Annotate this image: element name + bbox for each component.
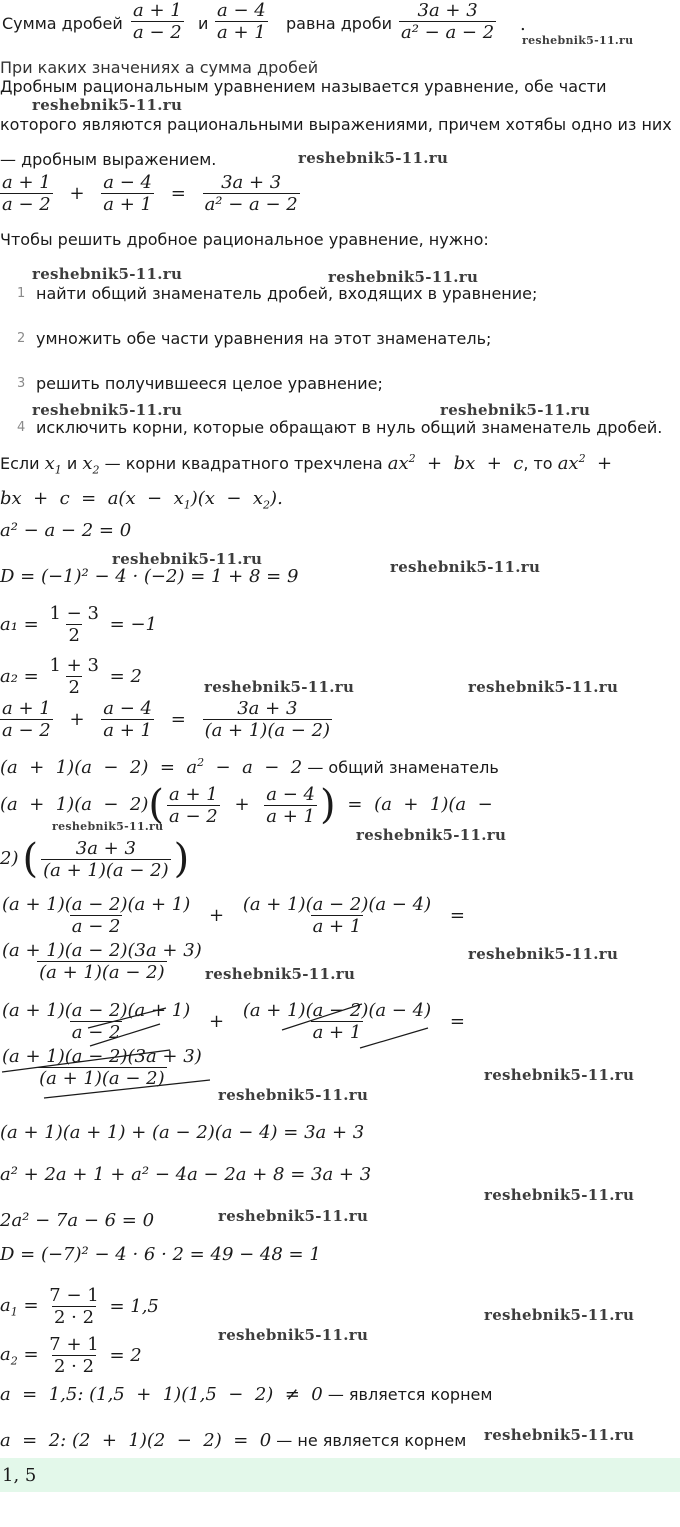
watermark: reshebnik5-11.ru xyxy=(204,678,355,696)
definition-line-1: Дробным рациональным уравнением называется уравнение, обе части xyxy=(0,77,607,96)
step-number: 2 xyxy=(17,331,26,346)
common-denominator-line: $(a + 1)(a - 2) = a^2 - a - 2$ — общий знаменатель xyxy=(0,756,499,778)
step-text: умножить обе части уравнения на этот знаменатель; xyxy=(36,329,492,348)
expanded-fractions: $\frac{(a + 1)(a - 2)(a + 1)}{a - 2}$ + $\frac{(a + 1)(a - 2)(a - 4)}{a + 1}$ = xyxy=(2,894,465,937)
step-number: 3 xyxy=(17,376,26,391)
watermark: reshebnik5-11.ru xyxy=(484,1426,635,1444)
watermark: reshebnik5-11.ru xyxy=(205,965,356,983)
vieta-line-2: bx + $c = a(x - x_1)(x - x_2)$. xyxy=(0,488,283,512)
root-b2: $a_2$ = $\frac{7 + 1}{2 \cdot 2}$ = 2 xyxy=(0,1334,142,1377)
step-number: 4 xyxy=(17,420,26,435)
watermark: reshebnik5-11.ru xyxy=(298,149,449,167)
equation-factored: $\frac{a + 1}{a - 2}$ + $\frac{a - 4}{a + 1}$ = $\frac{3a + 3}{(a + 1)(a - 2)}$ xyxy=(2,698,331,741)
expanded-rhs: $\frac{(a + 1)(a - 2)(3a + 3)}{(a + 1)(a - 2)}$ xyxy=(2,940,202,983)
watermark: reshebnik5-11.ru xyxy=(112,550,263,568)
simplified-equation: (a + 1)(a + 1) + (a − 2)(a − 4) = 3a + 3 xyxy=(0,1122,365,1143)
problem-prefix: Сумма дробей xyxy=(2,14,123,33)
watermark: reshebnik5-11.ru xyxy=(32,96,183,114)
watermark: reshebnik5-11.ru xyxy=(522,34,634,47)
problem-end: . xyxy=(520,14,526,35)
watermark: reshebnik5-11.ru xyxy=(32,401,183,419)
root-a1: a₁ = $\frac{1 - 3}{2}$ = −1 xyxy=(0,603,158,646)
definition-line-2: которого являются рациональными выражениями, причем хотябы одно из них xyxy=(0,115,672,134)
root-b1: $a_1$ = $\frac{7 - 1}{2 \cdot 2}$ = 1,5 xyxy=(0,1285,159,1328)
definition-line-3: — дробным выражением. xyxy=(0,150,217,169)
discriminant-2: D = (−7)² − 4 · 6 · 2 = 49 − 48 = 1 xyxy=(0,1244,321,1265)
step-text: найти общий знаменатель дробей, входящих в уравнение; xyxy=(36,284,538,303)
answer-box xyxy=(0,1458,680,1492)
cancelled-fractions: $\frac{(a + 1)(a - 2)(a + 1)}{a - 2}$ + $\frac{(a + 1)(a - 2)(a - 4)}{a + 1}$ = xyxy=(2,1000,465,1043)
watermark: reshebnik5-11.ru xyxy=(218,1326,369,1344)
problem-fraction-2: $\frac{a - 4}{a + 1}$ xyxy=(217,0,266,43)
multiply-line-2: 2) ( $\frac{3a + 3}{(a + 1)(a - 2)}$ ) xyxy=(0,836,190,882)
problem-conj: и xyxy=(198,14,209,33)
cancelled-rhs: $\frac{(a + 1)(a - 2)(3a + 3)}{(a + 1)(a - 2)}$ xyxy=(2,1046,202,1089)
check-root-1: a = 1,5: (1,5 + 1)(1,5 − 2) ≠ 0 — является корнем xyxy=(0,1384,493,1405)
quadratic-equation-1: a² − a − 2 = 0 xyxy=(0,520,132,541)
problem-fraction-1: $\frac{a + 1}{a - 2}$ xyxy=(133,0,182,43)
watermark: reshebnik5-11.ru xyxy=(356,826,507,844)
check-root-2: a = 2: (2 + 1)(2 − 2) = 0 — не является корнем xyxy=(0,1430,467,1451)
watermark: reshebnik5-11.ru xyxy=(32,265,183,283)
watermark: reshebnik5-11.ru xyxy=(390,558,541,576)
multiply-line-1: (a + 1)(a − 2)( $\frac{a + 1}{a - 2}$ + $\frac{a - 4}{a + 1}$ ) = (a + 1)(a − xyxy=(0,782,493,828)
problem-fraction-3: $\frac{3a + 3}{\text{a² − a − 2}}$ xyxy=(401,0,495,43)
watermark: reshebnik5-11.ru xyxy=(484,1066,635,1084)
problem-question-cut: При каких значениях a сумма дробей xyxy=(0,58,319,77)
answer-value: 1, 5 xyxy=(2,1465,37,1486)
watermark: reshebnik5-11.ru xyxy=(484,1186,635,1204)
step-text: решить получившееся целое уравнение; xyxy=(36,374,383,393)
equation-original: $\frac{a + 1}{a - 2}$ + $\frac{a - 4}{a + 1}$ = $\frac{3a + 3}{\text{a² − a − 2}}$ xyxy=(2,172,298,215)
problem-middle: равна дроби xyxy=(286,14,393,33)
root-a2: a₂ = $\frac{1 + 3}{2}$ = 2 xyxy=(0,655,142,698)
watermark: reshebnik5-11.ru xyxy=(484,1306,635,1324)
discriminant-1: D = (−1)² − 4 · (−2) = 1 + 8 = 9 xyxy=(0,566,299,587)
watermark: reshebnik5-11.ru xyxy=(440,401,591,419)
watermark: reshebnik5-11.ru xyxy=(328,268,479,286)
watermark: reshebnik5-11.ru xyxy=(468,945,619,963)
watermark: reshebnik5-11.ru xyxy=(218,1086,369,1104)
step-number: 1 xyxy=(17,286,26,301)
expanded-equation: a² + 2a + 1 + a² − 4a − 2a + 8 = 3a + 3 xyxy=(0,1164,372,1185)
steps-intro: Чтобы решить дробное рациональное уравнение, нужно: xyxy=(0,230,489,249)
watermark: reshebnik5-11.ru xyxy=(468,678,619,696)
watermark: reshebnik5-11.ru xyxy=(218,1207,369,1225)
watermark: reshebnik5-11.ru xyxy=(52,820,164,833)
quadratic-equation-2: 2a² − 7a − 6 = 0 xyxy=(0,1210,155,1231)
step-text: исключить корни, которые обращают в нуль общий знаменатель дробей. xyxy=(36,418,663,437)
vieta-line-1: Если $x_1$ и $x_2$ — корни квадратного трехчлена $ax^2$ + bx + c, то $ax^2$ + xyxy=(0,452,613,477)
